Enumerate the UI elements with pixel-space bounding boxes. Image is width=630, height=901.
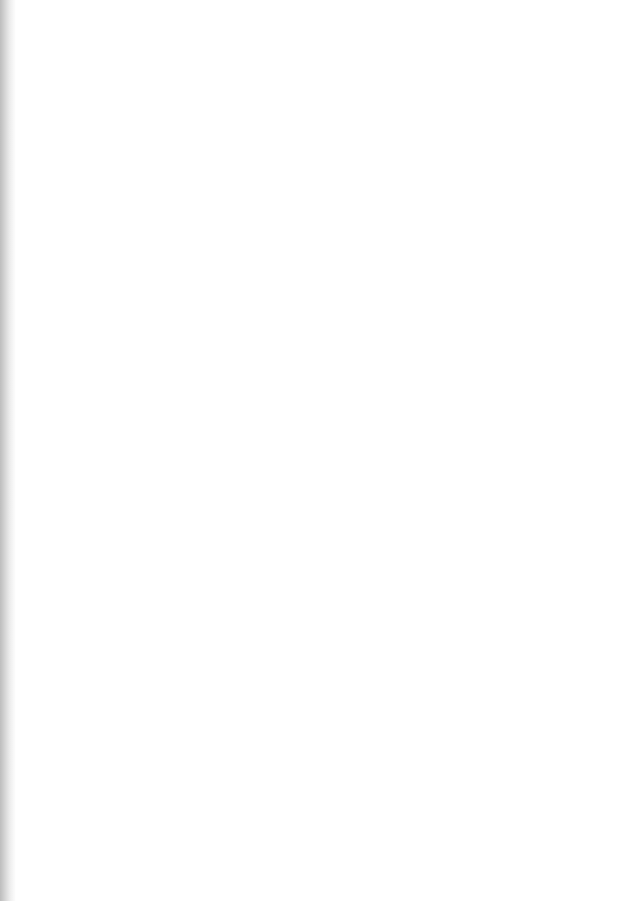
page-edge-shadow [0,0,16,901]
